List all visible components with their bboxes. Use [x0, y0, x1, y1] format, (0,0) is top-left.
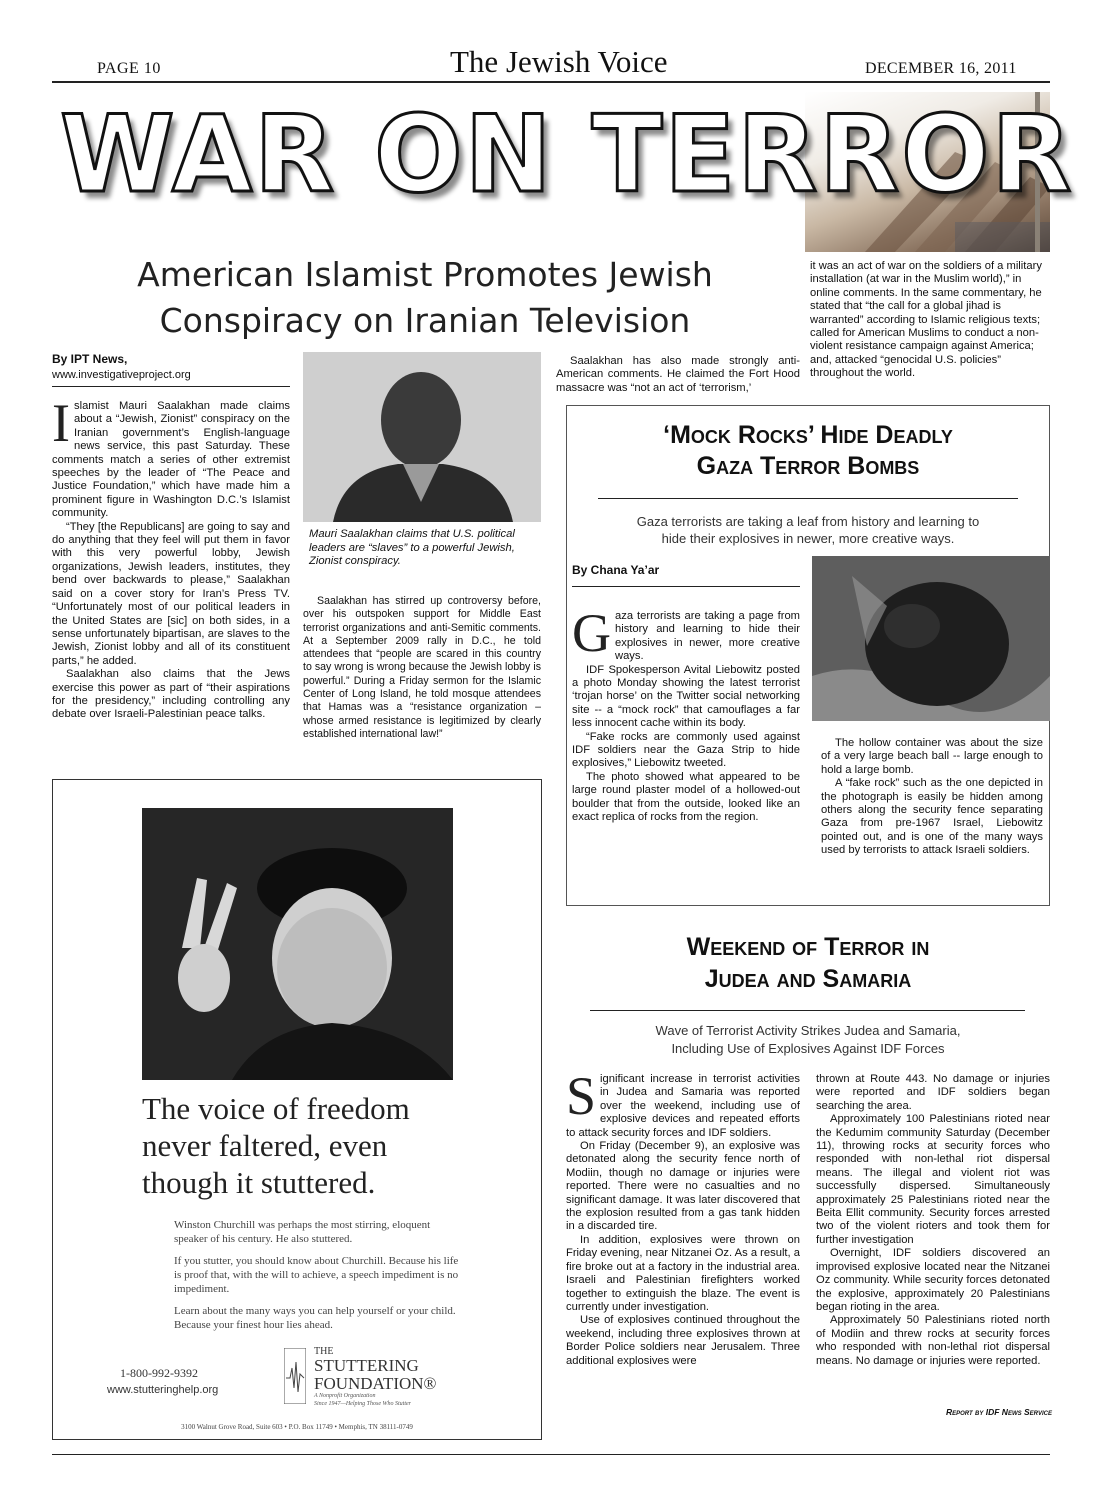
article2-col1 [572, 603, 800, 825]
article2-deck [566, 513, 1050, 547]
ad-para3: Learn about the many ways you can help yourself or your child. Because your finest hour lies ahead. [174, 1305, 456, 1331]
ad-phone: 1-800-992-9392 [120, 1366, 198, 1380]
ad-para2: If you stutter, you should know about Churchill. Because his life is proof that, with the will to achieve, a speech impediment is no impediment. [174, 1255, 459, 1295]
logo-stuttering: STUTTERING [314, 1356, 419, 1375]
article1-col1-p2: “They [the Republicans] are going to say and do anything that they feel will put them in favor with this very powerful lobby, Jewish organizations, Jewish leaders, institutes, they bend over backwards to please,” Saalakhan said on a cover story for Iran’s Press TV. “Unfortunately most of our political leaders in the United States are [sic] on both sides, in a sense unfortunately bipartisan, are slaves to the Jewish, Zionist lobby and all of its constituent parts,” he added. [52, 520, 290, 667]
article2-col1-p4: The photo showed what appeared to be large round plaster model of a hollowed-out boulder that from the outside, looked like an exact replica of rocks from the region. [572, 770, 800, 824]
article1-col1-p1: slamist Mauri Saalakhan made claims about a “Jewish, Zionist” conspiracy on the Iranian government’s English-language news service, this past Saturday. These comments match a series of other extremist speeches by the leader of “The Peace and Justice Foundation,” which have made him a prominent figure in Washington D.C.’s Islamist community. [52, 400, 290, 520]
section-banner: WAR ON TERROR [60, 93, 1074, 216]
article2-deck-line1: Gaza terrorists are taking a leaf from history and learning to [636, 514, 980, 529]
ad-headline-line1: The voice of freedom [142, 1091, 410, 1126]
mock-rock-photo [812, 556, 1050, 721]
article3-headline-rule [590, 1010, 1025, 1011]
article2-byline-rule [572, 586, 800, 587]
article3-headline [566, 931, 1050, 995]
article1-col4-p1: it was an act of war on the soldiers of a military installation (at war in the Muslim world),” in online comments. In the same commentary, he stated that “the call for a global jihad is warranted” according to Islamic religious texts; called for American Muslims to conduct a non-violent resistance campaign against America; and, attacked “genocidal U.S. policies” throughout the world. [810, 260, 1042, 380]
article2-col1-p1: aza terrorists are taking a page from history and learning to hide their explosives in newer, more creative ways. [615, 610, 800, 663]
article1-byline-rule [52, 386, 290, 387]
article3-col2-p3: Overnight, IDF soldiers discovered an improvised explosive located near the Nitzanei Oz community. While security forces detonated the explosive, approximately 20 Palestinians began rioting in the area. [816, 1247, 1050, 1313]
ad-headline-line2: never faltered, even [142, 1128, 388, 1163]
ad-headline [142, 1090, 502, 1201]
article3-col2 [816, 1073, 1050, 1368]
article3-deck [566, 1022, 1050, 1058]
article2-headline-line1: ‘Mock Rocks’ Hide Deadly [663, 421, 953, 449]
article3-col1-p3: In addition, explosives were thrown on Friday evening, near Nitzanei Oz. As a result, a fire broke out at a factory in the industrial area. Israeli and Palestinian firefighters worked together to extinguish the blaze. The event is currently under investigation. [566, 1233, 800, 1313]
churchill-illustration [142, 808, 453, 1080]
article1-headline-line1: American Islamist Promotes Jewish [137, 255, 713, 294]
article1-drop-cap: I [52, 393, 70, 453]
article3-deck-line1: Wave of Terrorist Activity Strikes Judea and Samaria, [655, 1023, 961, 1038]
article3-col1-p4: Use of explosives continued throughout the weekend, including three explosives thrown at Border Police soldiers near Jerusalem. Three additional explosives were [566, 1314, 800, 1367]
article2-col2 [821, 737, 1043, 858]
article3-deck-line2: Including Use of Explosives Against IDF Forces [671, 1041, 945, 1056]
photo-caption: Mauri Saalakhan claims that U.S. political leaders are “slaves” to a powerful Jewish, Zionist conspiracy. [309, 528, 515, 568]
article3-headline-line1: Weekend of Terror in [686, 933, 930, 961]
ad-address: 3100 Walnut Grove Road, Suite 603 • P.O. Box 11749 • Memphis, TN 38111-0749 [181, 1423, 413, 1431]
article1-col1-p3: Saalakhan also claims that the Jews exercise this power as part of “their aspirations for the presidency,” including controlling any debate over Israeli-Palestinian peace talks. [52, 668, 290, 721]
ad-website: www.stutteringhelp.org [107, 1384, 219, 1396]
logo-tagline1: A Nonprofit Organization [314, 1393, 376, 1399]
logo-waveform-icon [284, 1348, 306, 1404]
article1-source: www.investigativeproject.org [52, 369, 191, 381]
article3-col2-p1: thrown at Route 443. No damage or injuries were reported and IDF soldiers began searching the area. [816, 1073, 1050, 1112]
logo-the: THE [314, 1346, 334, 1357]
newspaper-title: The Jewish Voice [450, 44, 668, 79]
article2-headline-line2: Gaza Terror Bombs [696, 452, 920, 480]
article3-col2-p4: Approximately 50 Palestinians rioted north of Modiin and threw rocks at security forces who responded with non-lethal riot dispersal means. No damage or injuries were reported. [816, 1314, 1050, 1367]
article3-headline-line2: Judea and Samaria [704, 965, 912, 993]
article2-headline-rule [598, 498, 1018, 499]
footer-rule [52, 1454, 1050, 1455]
article1-col2 [303, 595, 541, 741]
portrait-illustration [303, 352, 541, 522]
page-number: PAGE 10 [97, 60, 161, 77]
article3-col1-p1: ignificant increase in terrorist activities in Judea and Samaria was reported over the weekend, including use of explosive devices and repeated efforts to attack security forces and IDF soldiers. [566, 1073, 800, 1139]
article1-col4 [810, 260, 1050, 381]
ad-headline-line3: though it stuttered. [142, 1165, 376, 1200]
article1-col3-p1: Saalakhan has also made strongly anti-American comments. He claimed the Fort Hood massacre was “not an act of ‘terrorism,’ [556, 355, 800, 394]
article1-col3 [556, 355, 800, 395]
article3-col1 [566, 1066, 800, 1368]
article3-col1-p2: On Friday (December 9), an explosive was detonated along the security fence north of Modiin, though no damage or injuries were reported. There were no casualties and no significant damage. It was later discovered that the explosion resulted from a gas tank hidden in a discarded tire. [566, 1140, 800, 1233]
article3-col2-p2: Approximately 100 Palestinians rioted near the Kedumim community Saturday (December 11), throwing rocks at security forces who responded with non-lethal riot dispersal means. The illegal and violent riot was successfully dispersed. Simultaneously approximately 25 Palestinians rioted near the Beita Ellit community. Security forces arrested two of the violent rioters and took them for further investigation [816, 1113, 1050, 1246]
saalakhan-photo [303, 352, 541, 522]
article2-col1-p3: “Fake rocks are commonly used against IDF soldiers near the Gaza Strip to hide explosives,” Liebowitz tweeted. [572, 730, 800, 770]
article2-col2-p1: The hollow container was about the size of a very large beach ball -- large enough to hold a large bomb. [821, 737, 1043, 776]
rock-illustration [812, 556, 1050, 721]
article3-drop-cap: S [566, 1066, 597, 1126]
article1-headline [90, 252, 760, 344]
article1-byline: By IPT News, [52, 352, 128, 366]
stuttering-foundation-logo [284, 1346, 454, 1410]
masthead-rule [52, 81, 1050, 83]
logo-foundation: FOUNDATION® [314, 1374, 437, 1393]
article2-headline [566, 420, 1050, 482]
churchill-photo [142, 808, 453, 1080]
article1-col2-p1: Saalakhan has stirred up controversy before, over his outspoken support for Middle East terrorist organizations and anti-Semitic comments. At a September 2009 rally in D.C., he told attendees that “people are scared in this country to say wrong is wrong because the Jewish lobby is powerful.” During a Friday sermon for the Islamic Center of Long Island, he told mosque attendees that Hamas was a “resistance organization – whose armed resistance is legitimized by clearly established international law!” [303, 595, 541, 740]
article2-deck-line2: hide their explosives in newer, more creative ways. [661, 531, 955, 546]
article1-col1 [52, 393, 290, 722]
article2-col2-p2: A “fake rock” such as the one depicted in the photograph is easily be hidden among others along the security fence separating Gaza from pre-1967 Israel, Liebowitz pointed out, and is one of the many ways used by terrorists to attack Israeli soldiers. [821, 777, 1043, 857]
article3-credit: Report by IDF News Service [946, 1407, 1052, 1417]
article1-headline-line2: Conspiracy on Iranian Television [159, 301, 691, 340]
ad-para1: Winston Churchill was perhaps the most stirring, eloquent speaker of his century. He also stuttered. [174, 1219, 431, 1245]
logo-tagline2: Since 1947—Helping Those Who Stutter [314, 1401, 411, 1407]
article2-drop-cap: G [572, 603, 611, 663]
ad-body [174, 1218, 459, 1332]
article2-byline: By Chana Ya’ar [572, 563, 660, 577]
issue-date: DECEMBER 16, 2011 [865, 60, 1017, 77]
article2-col1-p2: IDF Spokesperson Avital Liebowitz posted a photo Monday showing the latest terrorist ‘trojan horse’ on the Twitter social networking site -- a “mock rock” that camouflages a far less innocent cache within its body. [572, 663, 800, 730]
